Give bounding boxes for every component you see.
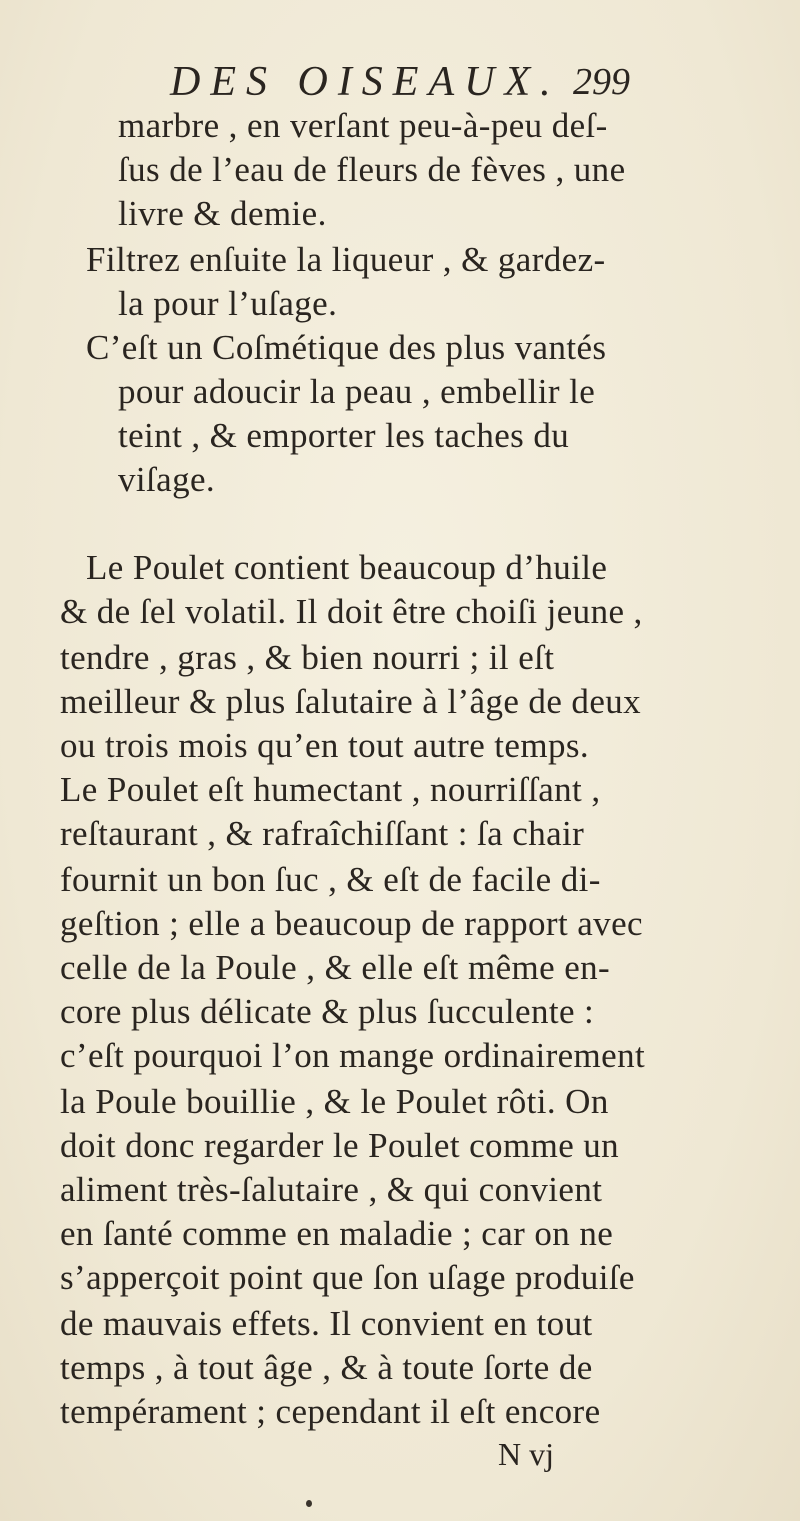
- text-line: Le Poulet contient beaucoup d’huile: [86, 548, 608, 587]
- signature-mark: N vj: [498, 1436, 554, 1472]
- text-line: meilleur & plus ſalutaire à l’âge de deux: [60, 682, 642, 721]
- text-line: viſage.: [118, 460, 216, 499]
- text-line: C’eſt un Coſmétique des plus vantés: [86, 328, 607, 367]
- text-line: la pour l’uſage.: [118, 284, 338, 323]
- text-line: s’apperçoit point que ſon uſage produiſe: [60, 1258, 635, 1297]
- text-line: Le Poulet eſt humectant , nourriſſant ,: [60, 770, 601, 809]
- text-line: teint , & emporter les taches du: [118, 416, 570, 455]
- text-line: & de ſel volatil. Il doit être choiſi jeune ,: [60, 592, 643, 631]
- text-line: geſtion ; elle a beaucoup de rapport avec: [60, 904, 643, 943]
- page-number: 299: [573, 61, 630, 103]
- text-line: la Poule bouillie , & le Poulet rôti. On: [60, 1082, 609, 1121]
- text-line: en ſanté comme en maladie ; car on ne: [60, 1214, 614, 1253]
- text-line: c’eſt pourquoi l’on mange ordinairement: [60, 1036, 646, 1075]
- text-line: Filtrez enſuite la liqueur , & gardez-: [86, 240, 606, 279]
- text-line: de mauvais effets. Il convient en tout: [60, 1304, 593, 1343]
- text-line: ſus de l’eau de fleurs de fèves , une: [118, 150, 626, 189]
- text-line: tendre , gras , & bien nourri ; il eſt: [60, 638, 555, 677]
- text-line: fournit un bon ſuc , & eſt de facile di-: [60, 860, 601, 899]
- running-head-title: DES OISEAUX.: [170, 59, 561, 105]
- text-line: marbre , en verſant peu-à-peu deſ-: [118, 106, 608, 145]
- text-line: reſtaurant , & rafraîchiſſant : ſa chair: [60, 814, 585, 853]
- text-line: livre & demie.: [118, 194, 327, 233]
- text-line: doit donc regarder le Poulet comme un: [60, 1126, 620, 1165]
- running-head: [170, 58, 630, 106]
- text-line: celle de la Poule , & elle eſt même en-: [60, 948, 611, 987]
- text-line: tempérament ; cependant il eſt encore: [60, 1392, 601, 1431]
- text-line: pour adoucir la peau , embellir le: [118, 372, 596, 411]
- text-line: ou trois mois qu’en tout autre temps.: [60, 726, 590, 765]
- text-line: temps , à tout âge , & à toute ſorte de: [60, 1348, 593, 1387]
- text-line: aliment très-ſalutaire , & qui convient: [60, 1170, 603, 1209]
- ink-spot: [306, 1500, 312, 1507]
- text-line: core plus délicate & plus ſucculente :: [60, 992, 595, 1031]
